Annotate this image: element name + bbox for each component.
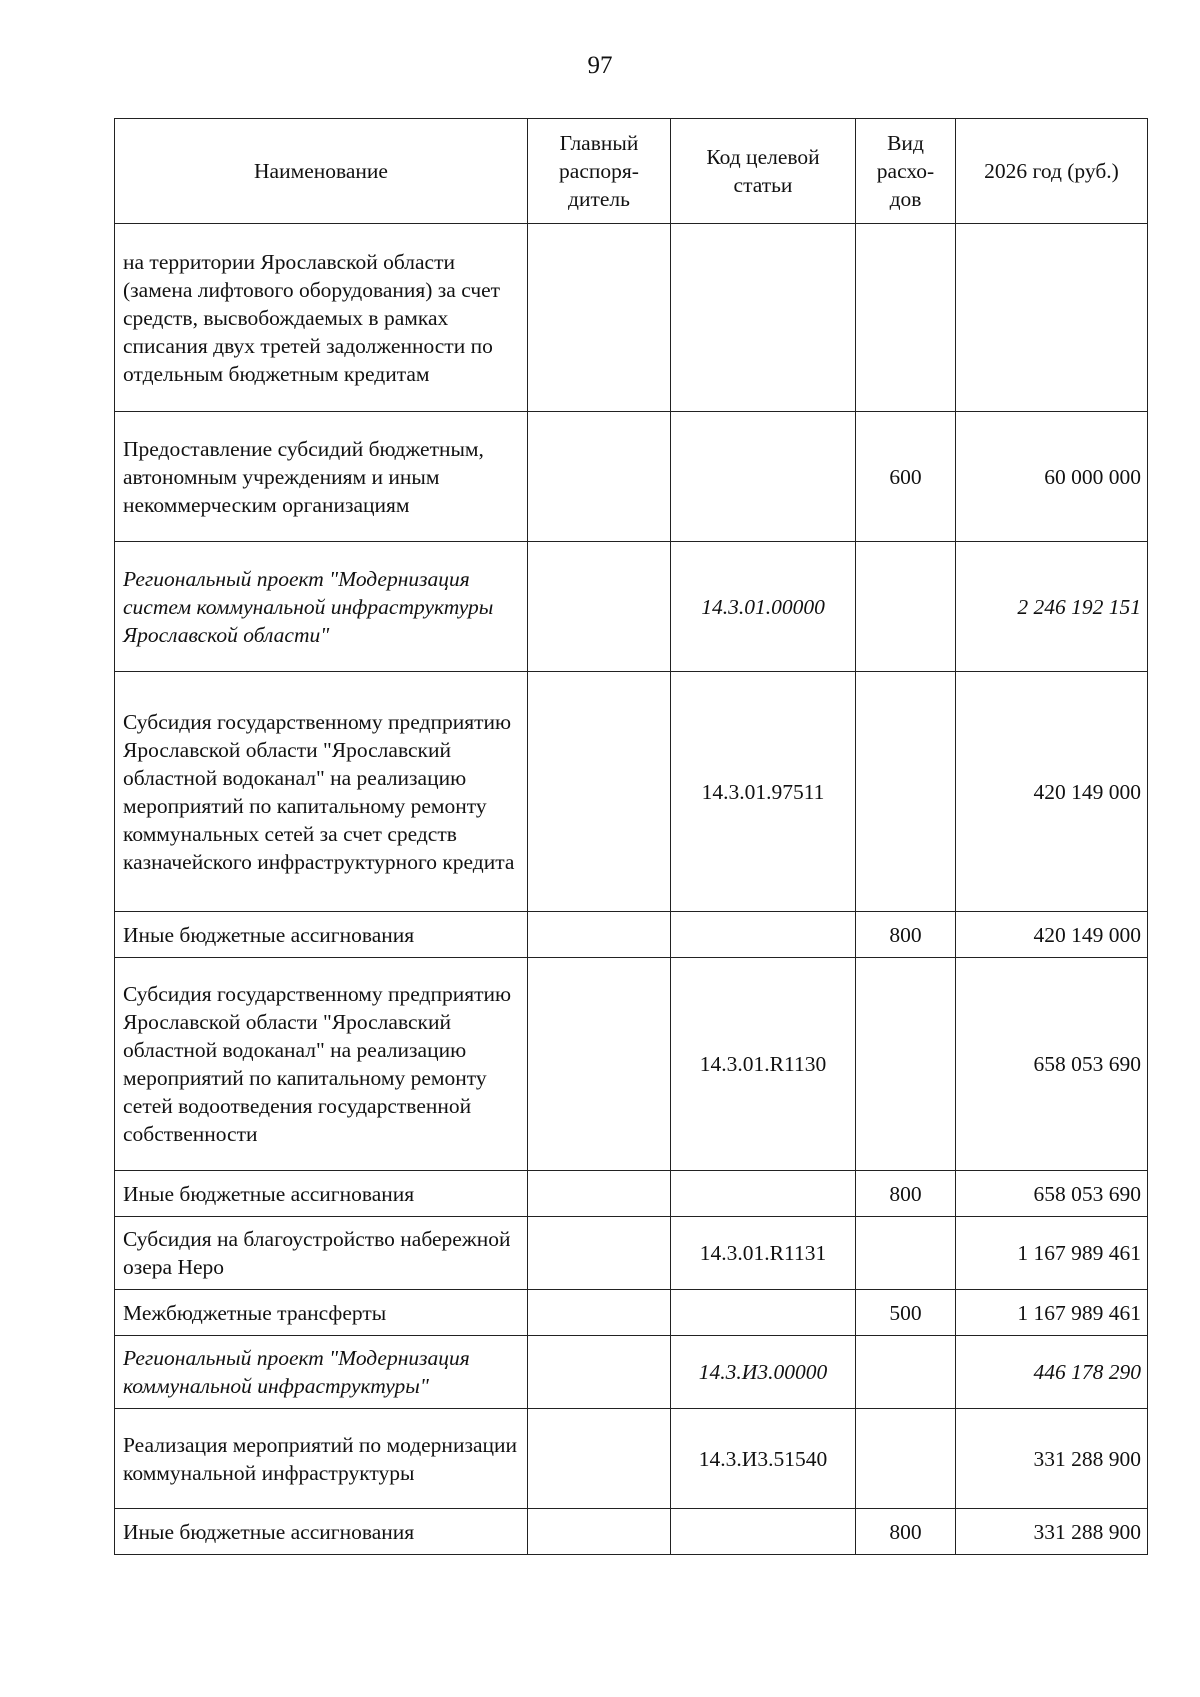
row-type [856,542,956,672]
budget-table [114,118,1148,1555]
row-type [856,224,956,412]
page-number: 97 [587,52,613,79]
row-type [856,1409,956,1509]
row-amount: 331 288 900 [956,1509,1148,1555]
header-code: Код целевой статьи [671,119,856,224]
row-name: Субсидия государственному предприятию Ярославской области "Ярославский областной водоканал" на реализацию мероприятий по капитальному ремонту сетей водоотведения государственной собственности [115,958,528,1171]
row-ministry [528,958,671,1171]
row-ministry [528,1217,671,1290]
row-code: 14.3.01.R1130 [671,958,856,1171]
table-row [115,412,1148,542]
row-ministry [528,542,671,672]
row-amount: 658 053 690 [956,958,1148,1171]
row-code: 14.3.И3.51540 [671,1409,856,1509]
row-code: 14.3.01.R1131 [671,1217,856,1290]
row-code: 14.3.И3.00000 [671,1336,856,1409]
row-amount: 1 167 989 461 [956,1217,1148,1290]
row-type: 600 [856,412,956,542]
header-row [115,119,1148,224]
row-ministry [528,1336,671,1409]
row-amount: 1 167 989 461 [956,1290,1148,1336]
row-amount: 2 246 192 151 [956,542,1148,672]
row-amount: 60 000 000 [956,412,1148,542]
row-type [856,1336,956,1409]
table-row [115,958,1148,1171]
row-code: 14.3.01.00000 [671,542,856,672]
row-ministry [528,912,671,958]
row-name: Региональный проект "Модернизация коммунальной инфраструктуры" [115,1336,528,1409]
table-row [115,1171,1148,1217]
row-amount: 331 288 900 [956,1409,1148,1509]
header-type: Вид расхо- дов [856,119,956,224]
row-ministry [528,1409,671,1509]
row-type: 500 [856,1290,956,1336]
table-row [115,224,1148,412]
table-row [115,1509,1148,1555]
row-code [671,224,856,412]
row-name: Иные бюджетные ассигнования [115,1509,528,1555]
row-ministry [528,1290,671,1336]
row-ministry [528,672,671,912]
row-name: Реализация мероприятий по модернизации коммунальной инфраструктуры [115,1409,528,1509]
row-ministry [528,412,671,542]
row-code [671,1290,856,1336]
row-name: Субсидия государственному предприятию Ярославской области "Ярославский областной водоканал" на реализацию мероприятий по капитальному ремонту коммунальных сетей за счет средств казначейского инфраструктурного кредита [115,672,528,912]
header-amount: 2026 год (руб.) [956,119,1148,224]
table-row [115,1217,1148,1290]
row-name: Предоставление субсидий бюджетным, автономным учреждениям и иным некоммерческим организациям [115,412,528,542]
row-name: Региональный проект "Модернизация систем коммунальной инфраструктуры Ярославской области" [115,542,528,672]
row-code [671,912,856,958]
table-row [115,1336,1148,1409]
row-amount: 658 053 690 [956,1171,1148,1217]
row-amount: 420 149 000 [956,672,1148,912]
row-ministry [528,1509,671,1555]
table-row [115,912,1148,958]
row-ministry [528,1171,671,1217]
row-amount: 446 178 290 [956,1336,1148,1409]
table-row [115,1290,1148,1336]
row-type: 800 [856,1509,956,1555]
table-row [115,672,1148,912]
table-row [115,542,1148,672]
row-type: 800 [856,1171,956,1217]
row-type [856,672,956,912]
row-code [671,1171,856,1217]
row-amount [956,224,1148,412]
table-row [115,1409,1148,1509]
row-name: Субсидия на благоустройство набережной озера Неро [115,1217,528,1290]
row-type: 800 [856,912,956,958]
row-amount: 420 149 000 [956,912,1148,958]
row-ministry [528,224,671,412]
row-code: 14.3.01.97511 [671,672,856,912]
row-name: Межбюджетные трансферты [115,1290,528,1336]
row-code [671,1509,856,1555]
row-name: Иные бюджетные ассигнования [115,1171,528,1217]
row-code [671,412,856,542]
row-type [856,1217,956,1290]
header-ministry: Главный распоря- дитель [528,119,671,224]
row-name: на территории Ярославской области (замена лифтового оборудования) за счет средств, высвобождаемых в рамках списания двух третей задолженности по отдельным бюджетным кредитам [115,224,528,412]
header-name: Наименование [115,119,528,224]
row-name: Иные бюджетные ассигнования [115,912,528,958]
row-type [856,958,956,1171]
